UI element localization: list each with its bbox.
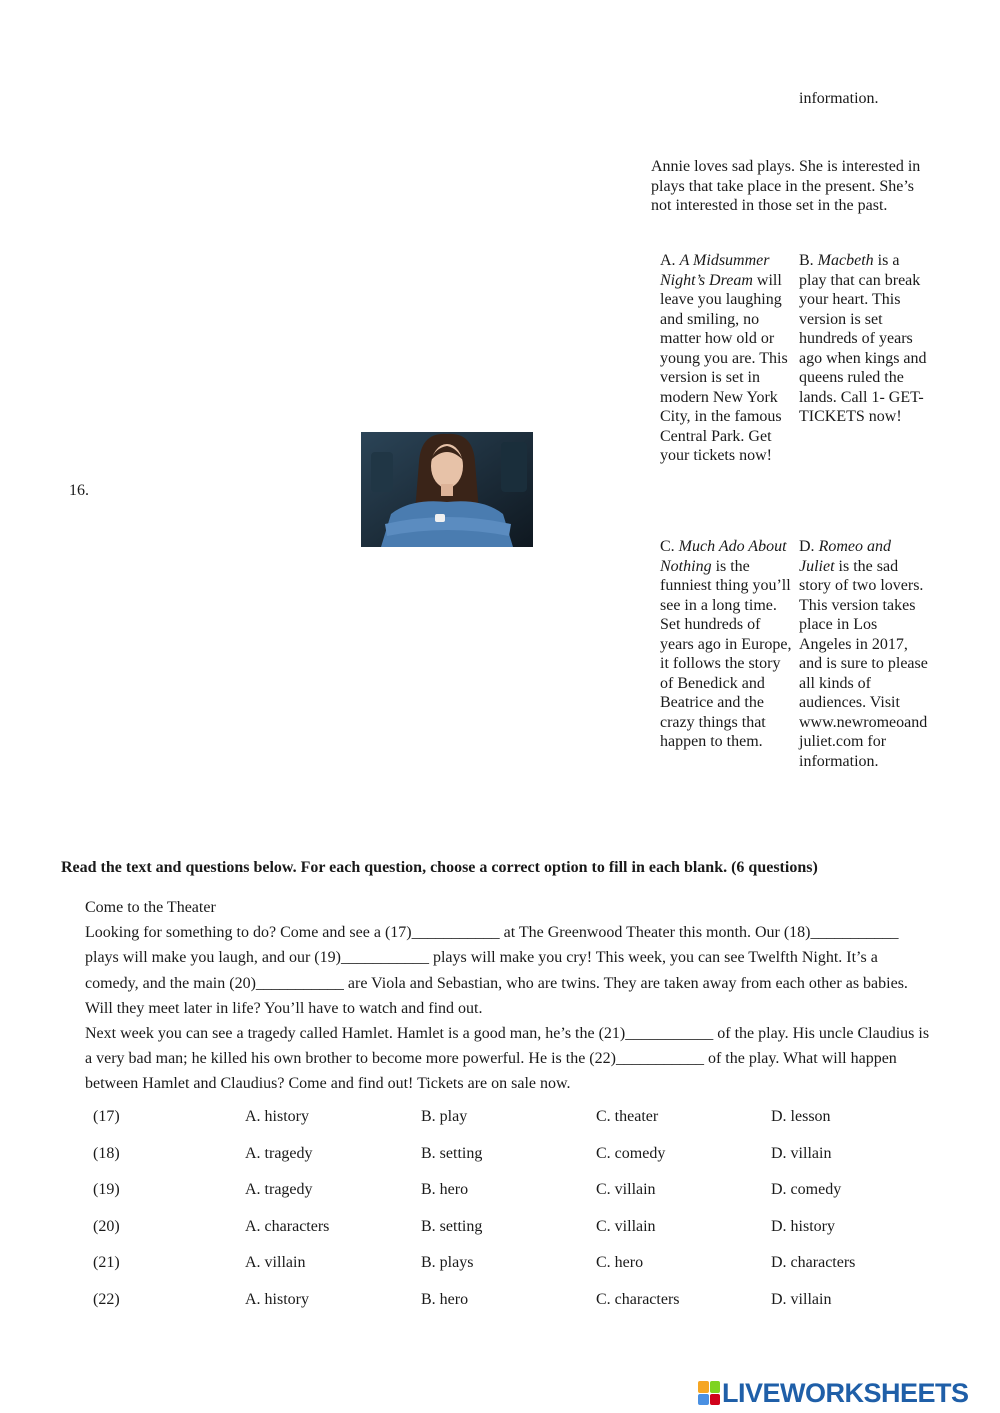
option-a-title: A Midsummer Night’s Dream (660, 252, 770, 289)
blank-22[interactable]: (22)___________ (589, 1050, 704, 1068)
option-b-body: is a play that can break your heart. This version is set hundreds of years ago when kings and queens ruled the lands. Call 1- GET-TICKETS now! (799, 252, 927, 425)
answer-choice[interactable]: D. villain (771, 1144, 832, 1162)
option-a (660, 251, 795, 466)
question-number: 16. (69, 482, 89, 499)
option-b (799, 251, 929, 427)
answer-choice[interactable]: C. hero (596, 1254, 644, 1271)
question-number: (17) (93, 1108, 120, 1125)
answer-choice[interactable]: C. villain (596, 1181, 656, 1198)
option-d-title: Romeo and Juliet (799, 538, 891, 575)
passage-text: plays will make you laugh, and our (85, 949, 311, 967)
answer-choice[interactable]: D. history (771, 1217, 835, 1235)
answer-choice[interactable]: A. history (245, 1290, 309, 1308)
answer-choice[interactable]: C. comedy (596, 1144, 666, 1162)
answer-choice[interactable]: D. villain (771, 1290, 832, 1308)
logo-square (698, 1381, 709, 1393)
logo-square (698, 1394, 709, 1406)
blank-19[interactable]: (19)___________ (314, 949, 429, 967)
passage-title: Come to the Theater (85, 899, 216, 916)
answer-choice[interactable]: B. hero (421, 1290, 469, 1308)
answer-choice[interactable]: B. plays (421, 1254, 474, 1271)
scenario-text: Annie loves sad plays. She is interested in plays that take place in the present. She’s not interested in those set in the past. (651, 158, 921, 214)
option-d-body: is the sad story of two lovers. This version takes place in Los Angeles in 2017, and is sure to please all kinds of audiences. Visit www.newromeoandjuliet.com for information. (799, 557, 928, 770)
answer-choice[interactable]: D. lesson (771, 1108, 831, 1125)
answer-choice[interactable]: B. setting (421, 1217, 483, 1235)
passage-text: Looking for something to do? Come and see a (85, 924, 381, 942)
question-number: (18) (93, 1144, 120, 1162)
passage-text: are Viola and Sebastian, who are twins. They are taken away from each other as babies. Will they meet later in life? You’ll have to watch and find out. (85, 974, 908, 1017)
logo-square (710, 1381, 721, 1393)
option-c-letter: C. (660, 538, 675, 555)
passage-text: plays will make you cry! This week, you can see Twelfth Night. It’s a comedy, and the main (85, 949, 878, 992)
answer-choice[interactable]: C. villain (596, 1217, 656, 1235)
answer-choice[interactable]: B. hero (421, 1181, 469, 1198)
option-d (799, 537, 929, 771)
answer-choice[interactable]: C. characters (596, 1290, 680, 1308)
passage-body-2 (85, 1021, 935, 1097)
answer-choice[interactable]: A. history (245, 1108, 309, 1125)
answer-choice[interactable]: A. villain (245, 1254, 306, 1271)
option-c (660, 537, 795, 752)
instructions-heading: Read the text and questions below. For each question, choose a correct option to fill in each blank. (6 questions) (61, 859, 818, 876)
answer-choice[interactable]: B. setting (421, 1144, 483, 1162)
blank-21[interactable]: (21)___________ (598, 1025, 714, 1043)
passage-body (85, 920, 935, 1021)
option-c-body: is the funniest thing you’ll see in a long time. Set hundreds of years ago in Europe, it follows the story of Benedick and Beatrice and the crazy things that happen to them. (660, 557, 792, 750)
logo-text: LIVEWORKSHEETS (722, 1377, 969, 1408)
woman-watching-play-photo (361, 432, 533, 547)
passage-text: Next week you can see a tragedy called Hamlet. Hamlet is a good man, he’s the (85, 1025, 595, 1043)
question-number: (19) (93, 1181, 120, 1198)
option-a-letter: A. (660, 252, 676, 269)
option-a-body: will leave you laughing and smiling, no matter how old or young you are. This version is set in modern New York City, in the famous Central Park. Get your tickets now! (660, 271, 788, 464)
option-c-title: Much Ado About Nothing (660, 538, 787, 575)
answer-choice[interactable]: B. play (421, 1108, 468, 1125)
liveworksheets-logo (698, 1378, 969, 1408)
answer-choice[interactable]: A. tragedy (245, 1144, 313, 1162)
question-number: (20) (93, 1217, 120, 1235)
answer-choice[interactable]: D. comedy (771, 1181, 842, 1198)
answer-choice[interactable]: C. theater (596, 1108, 659, 1125)
reading-passage (85, 895, 935, 1097)
answer-choice[interactable]: D. characters (771, 1254, 856, 1271)
passage-text: of the play. His uncle Claudius is a very bad man; he killed his own brother to become more powerful. He is the (85, 1025, 930, 1068)
question-number: (22) (93, 1290, 120, 1308)
continued-text: information. (799, 90, 879, 107)
blank-17[interactable]: (17)___________ (384, 924, 500, 942)
logo-square (710, 1394, 721, 1406)
answer-choice[interactable]: A. tragedy (245, 1181, 313, 1198)
blank-20[interactable]: (20)___________ (229, 974, 344, 992)
option-b-title: Macbeth (817, 252, 874, 269)
question-number: (21) (93, 1254, 120, 1271)
passage-text: at The Greenwood Theater this month. Our (503, 924, 780, 942)
logo-icon (698, 1381, 720, 1405)
answer-choice[interactable]: A. characters (245, 1217, 330, 1235)
passage-text: of the play. What will happen between Hamlet and Claudius? Come and find out! Tickets are on sale now. (85, 1050, 897, 1093)
option-b-letter: B. (799, 252, 814, 269)
option-d-letter: D. (799, 538, 815, 555)
blank-18[interactable]: (18)___________ (783, 924, 899, 942)
